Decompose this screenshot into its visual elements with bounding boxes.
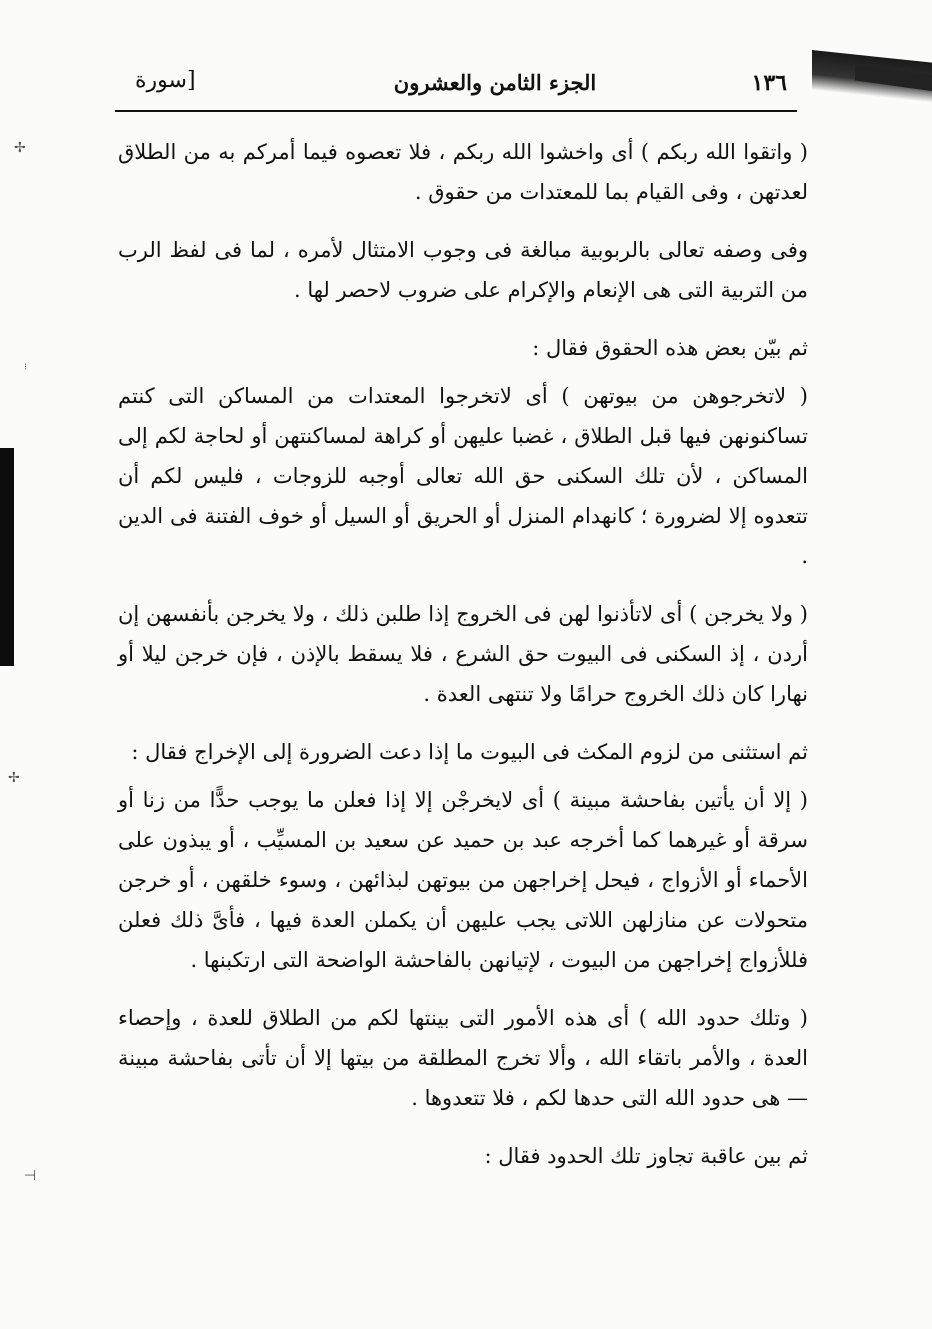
paragraph-9: ثم بين عاقبة تجاوز تلك الحدود فقال :: [484, 1144, 808, 1168]
page-number: ١٣٦: [751, 70, 787, 96]
paragraph-7: ( إلا أن يأتين بفاحشة مبينة ) أى لايخرجْن إلا إذا فعلن ما يوجب حدًّا من زنا أو سرقة أو غيرهما كما أخرجه عبد بن حميد عن سعيد بن المسيِّب ، أو يبذون على الأحماء أو الأزواج ، فيحل إخراجهن من بيوتهن لبذائهن ، وسوء خلقهن ، أو خرجن متحولات عن منازلهن اللاتى يجب عليهن أن يكملن العدة فيها ، فأىَّ ذلك فعلن فللأزواج إخراجهن من البيوت ، لإتيانهن بالفاحشة الواضحة التى ارتكبنها .: [118, 788, 808, 972]
paragraph-5: ( ولا يخرجن ) أى لاتأذنوا لهن فى الخروج إذا طلبن ذلك ، ولا يخرجن بأنفسهن إن أردن ، إذ السكنى فى البيوت حق الشرع ، فلا يسقط بالإذن ، فإن خرجن ليلا أو نهارا كان ذلك الخروج حرامًا ولا تنتهى العدة .: [118, 602, 808, 706]
margin-smudge-1: ✢: [14, 140, 26, 156]
paragraph-2: وفى وصفه تعالى بالربوبية مبالغة فى وجوب الامتثال لأمره ، لما فى لفظ الرب من التربية التى هى الإنعام والإكرام على ضروب لاحصر لها .: [118, 238, 808, 302]
paragraph-3: ثم بيّن بعض هذه الحقوق فقال :: [532, 336, 808, 360]
scan-shadow-left-edge: [0, 448, 14, 666]
surah-label: [سورة: [135, 68, 196, 93]
paragraph-1: ( واتقوا الله ربكم ) أى واخشوا الله ربكم ، فلا تعصوه فيما أمركم به من الطلاق لعدتهن ، وفى القيام بما للمعتدات من حقوق .: [118, 140, 808, 204]
margin-smudge-2: ⁝: [24, 362, 28, 373]
paragraph-6: ثم استثنى من لزوم المكث فى البيوت ما إذا دعت الضرورة إلى الإخراج فقال :: [131, 740, 808, 764]
paragraph-4: ( لاتخرجوهن من بيوتهن ) أى لاتخرجوا المعتدات من المساكن التى كنتم تساكنونهن فيها قبل الطلاق ، غضبا عليهن أو كراهة لمساكنتهن أو لحاجة لكم إلى المساكن ، لأن تلك السكنى حق الله تعالى أوجبه للزوجات ، فليس لكم أن تتعدوه إلا لضرورة ؛ كانهدام المنزل أو الحريق أو السيل أو خوف الفتنة فى الدين .: [118, 384, 808, 568]
paragraph-8: ( وتلك حدود الله ) أى هذه الأمور التى بينتها لكم من الطلاق للعدة ، وإحصاء العدة ، والأمر باتقاء الله ، وألا تخرج المطلقة من بيتها إلا أن تأتى بفاحشة مبينة — هى حدود الله التى حدها لكم ، فلا تتعدوها .: [118, 1006, 809, 1110]
page-body: [118, 132, 808, 1194]
page-header: [115, 62, 797, 112]
header-rule: [115, 110, 797, 112]
margin-smudge-4: ⊣: [24, 1168, 37, 1184]
margin-smudge-3: ✢: [8, 770, 20, 786]
running-title: الجزء الثامن والعشرون: [393, 70, 597, 95]
